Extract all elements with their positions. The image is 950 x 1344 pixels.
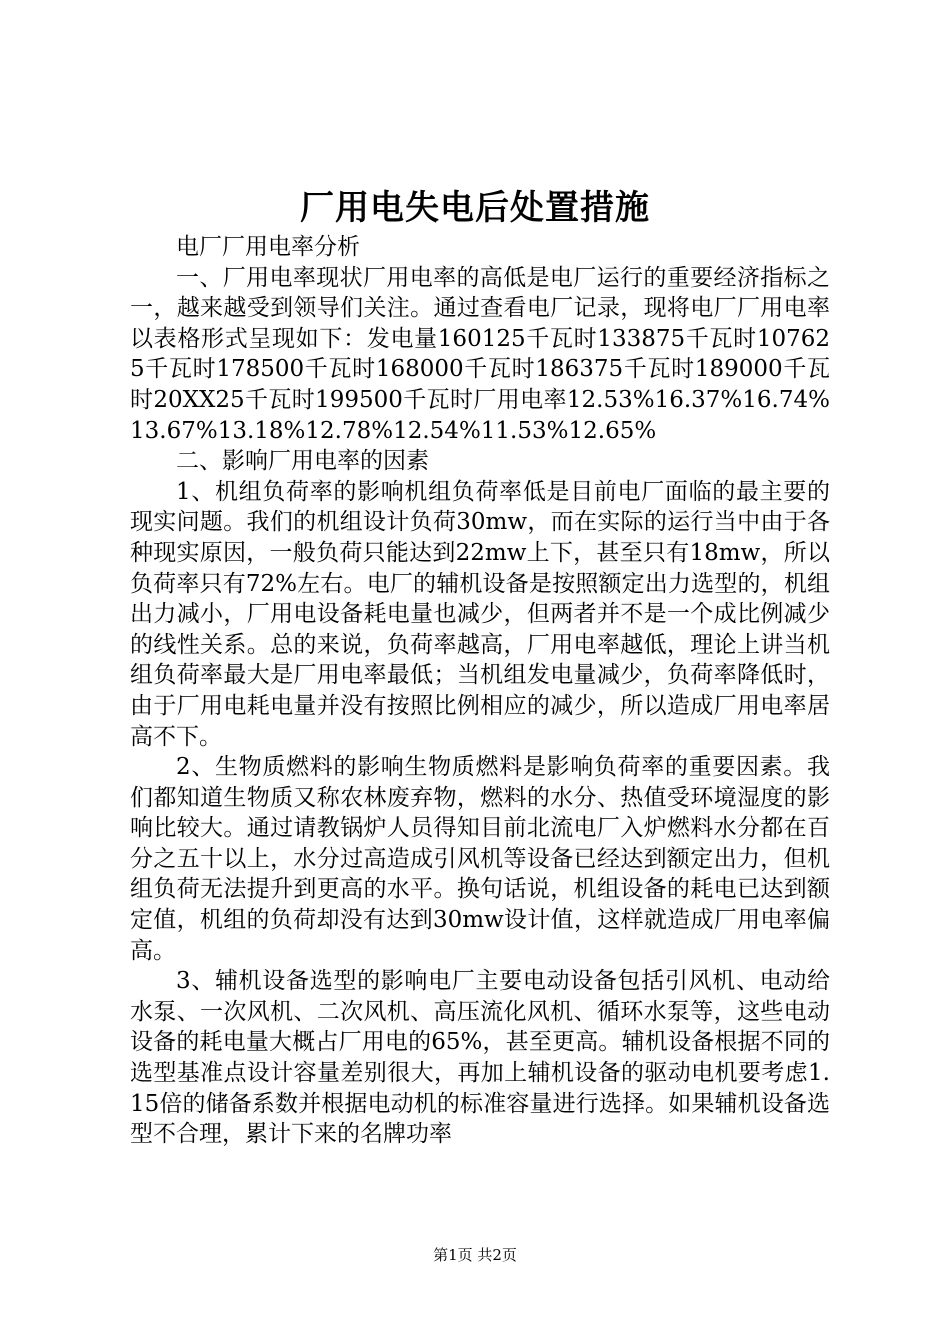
page-footer: 第1页 共2页 — [433, 1246, 517, 1264]
paragraph-current-status: 一、厂用电率现状厂用电率的高低是电厂运行的重要经济指标之一，越来越受到领导们关注。通过查看电厂记录，现将电厂厂用电率以表格形式呈现如下：发电量160125千瓦时133875千瓦时107625千瓦时178500千瓦时168000千瓦时186375千瓦时189000千瓦时20XX25千瓦时199500千瓦时厂用电率12.53%16.37%16.74%13.67%13.18%12.78%12.54%11.53%12.65% — [130, 264, 830, 444]
paragraph-heading-analysis: 电厂厂用电率分析 — [176, 234, 360, 260]
document-title: 厂用电失电后处置措施 — [300, 188, 650, 228]
paragraph-heading-factors: 二、影响厂用电率的因素 — [176, 448, 429, 475]
paragraph-biomass-fuel: 2、生物质燃料的影响生物质燃料是影响负荷率的重要因素。我们都知道生物质又称农林废弃物，燃料的水分、热值受环境湿度的影响比较大。通过请教锅炉人员得知目前北流电厂入炉燃料水分都在百分之五十以上，水分过高造成引风机等设备已经达到额定出力，但机组负荷无法提升到更高的水平。换句话说，机组设备的耗电已达到额定值，机组的负荷却没有达到30mw设计值，这样就造成厂用电率偏高。 — [130, 754, 830, 964]
document-body — [130, 232, 830, 1150]
paragraph-load-rate: 1、机组负荷率的影响机组负荷率低是目前电厂面临的最主要的现实问题。我们的机组设计负荷30mw，而在实际的运行当中由于各种现实原因，一般负荷只能达到22mw上下，甚至只有18mw，所以负荷率只有72%左右。电厂的辅机设备是按照额定出力选型的，机组出力减小，厂用电设备耗电量也减少，但两者并不是一个成比例减少的线性关系。总的来说，负荷率越高，厂用电率越低，理论上讲当机组负荷率最大是厂用电率最低；当机组发电量减少，负荷率降低时，由于厂用电耗电量并没有按照比例相应的减少，所以造成厂用电率居高不下。 — [130, 478, 830, 750]
paragraph-auxiliary-equipment: 3、辅机设备选型的影响电厂主要电动设备包括引风机、电动给水泵、一次风机、二次风机、高压流化风机、循环水泵等，这些电动设备的耗电量大概占厂用电的65%，甚至更高。辅机设备根据不同的选型基准点设计容量差别很大，再加上辅机设备的驱动电机要考虑1.15倍的储备系数并根据电动机的标准容量进行选择。如果辅机设备选型不合理，累计下来的名牌功率 — [130, 968, 830, 1148]
